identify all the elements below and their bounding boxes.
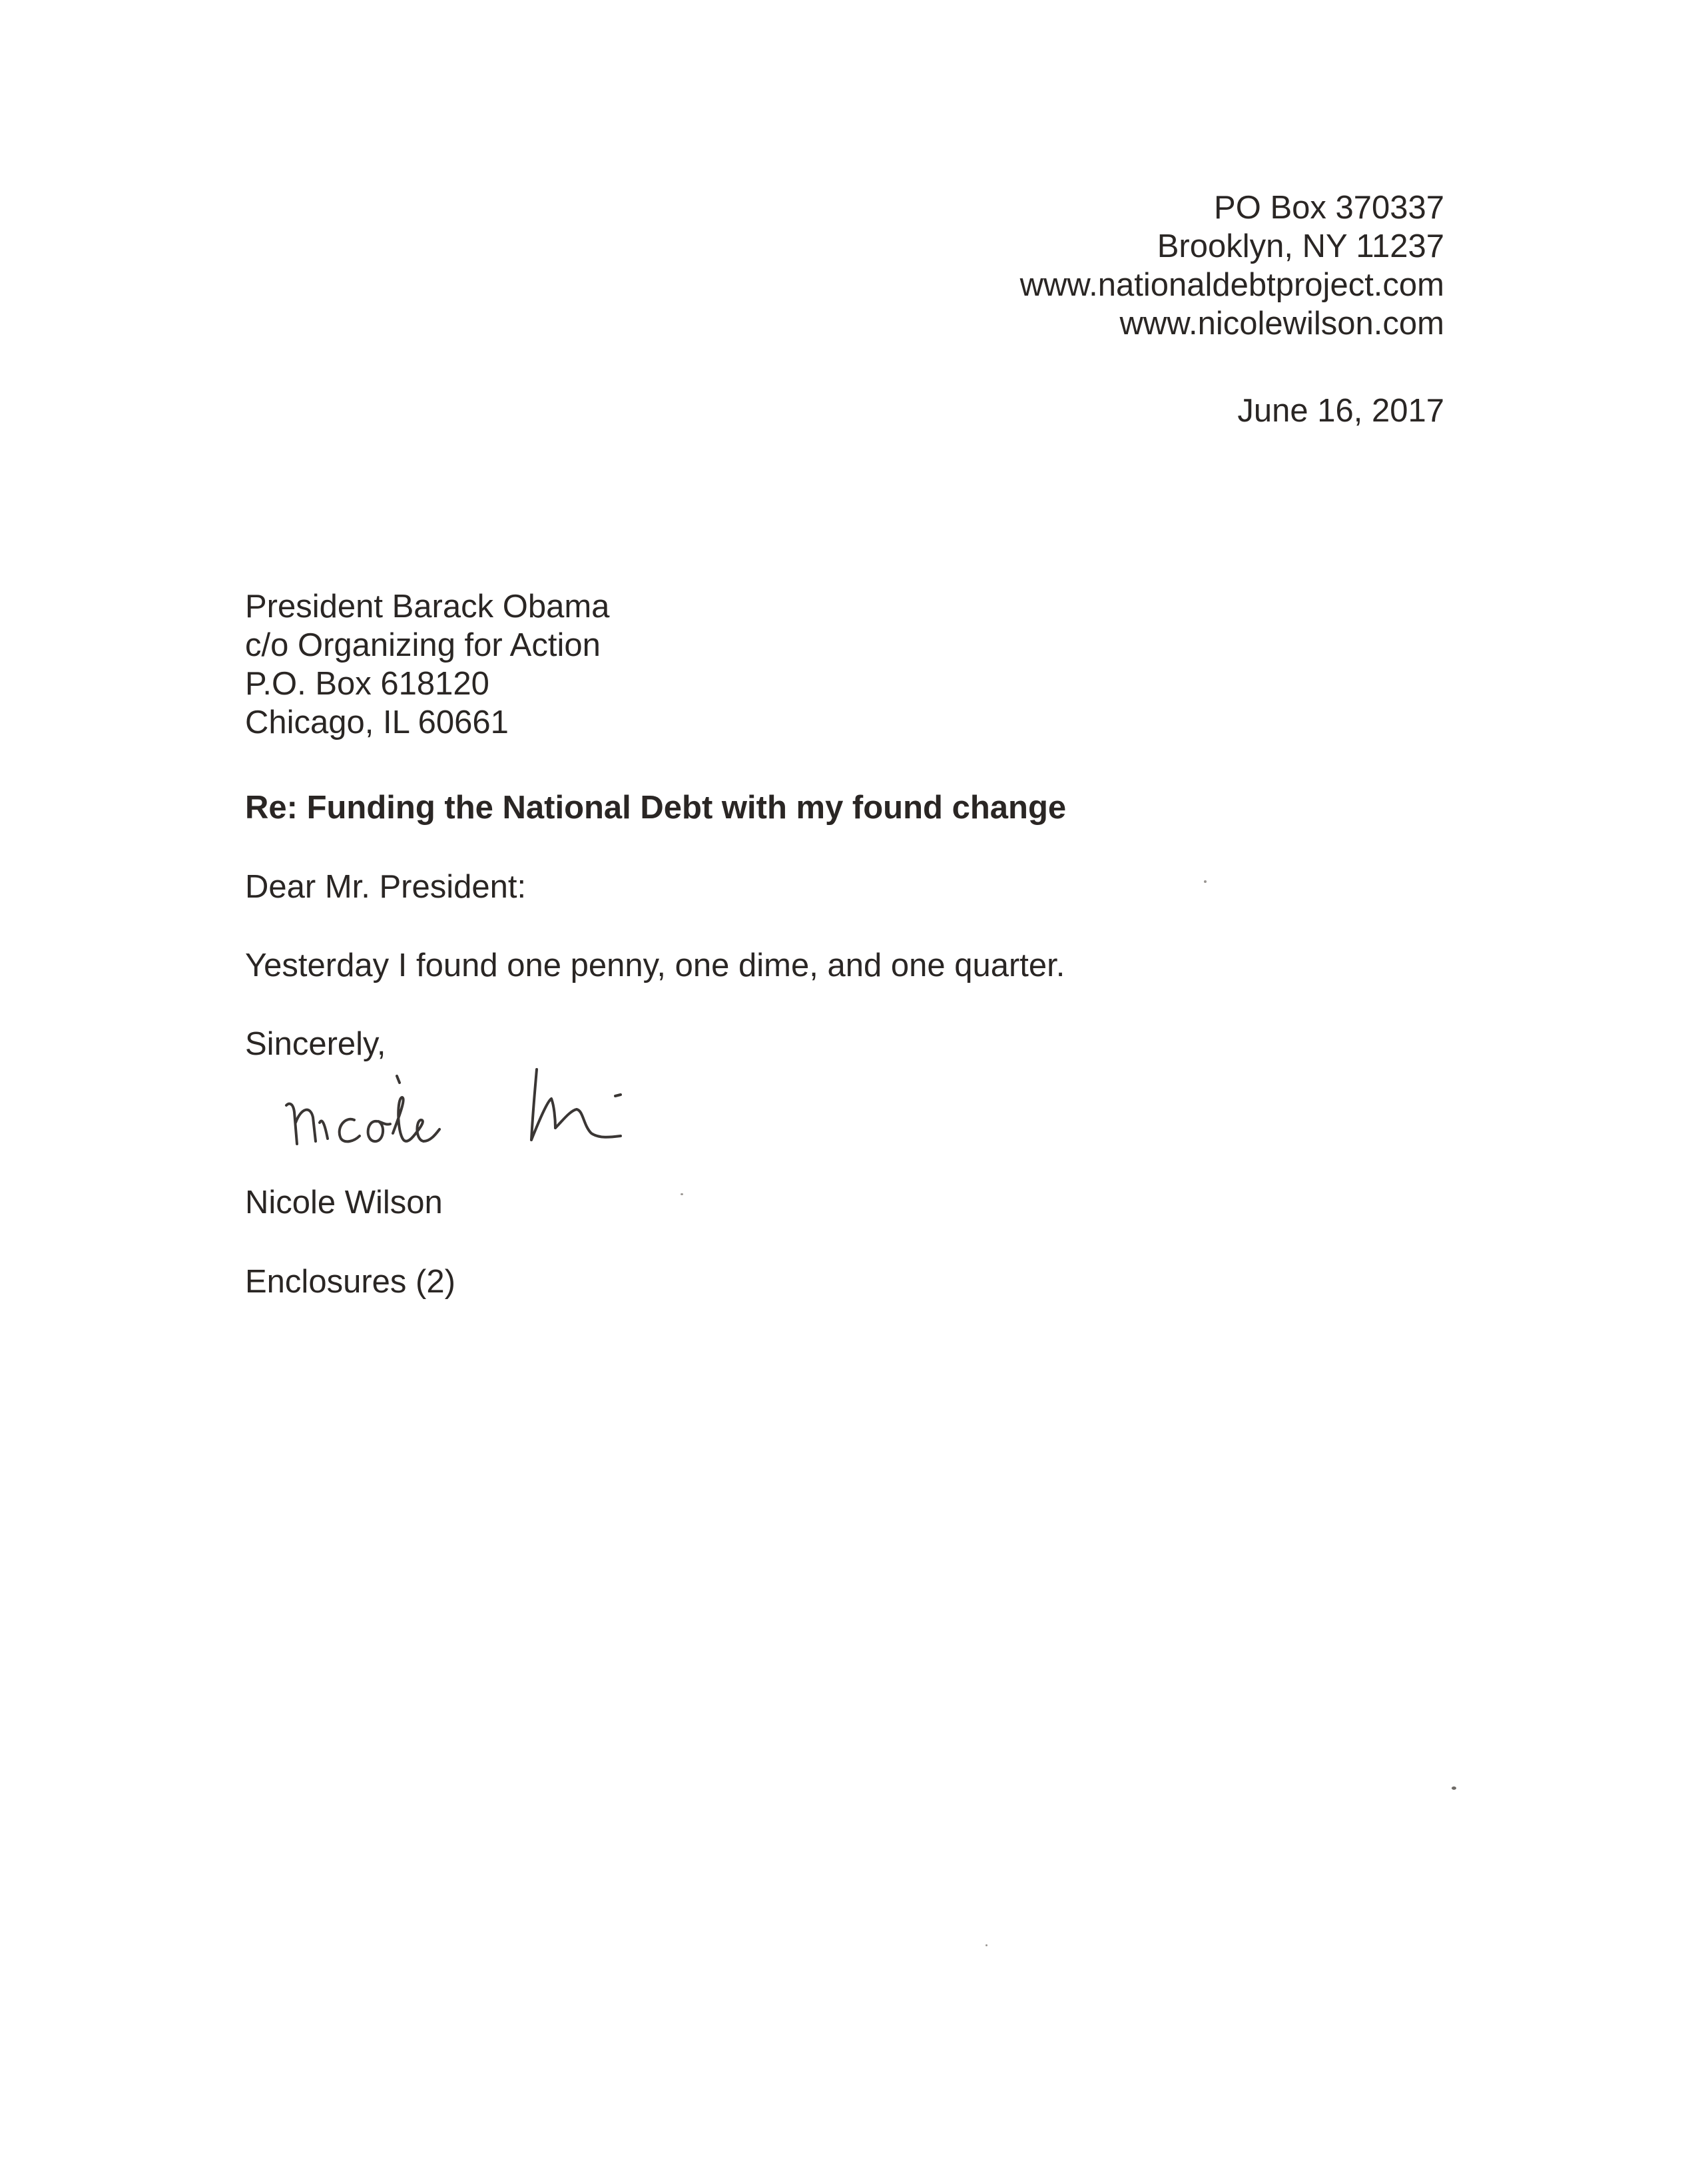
recipient-city-state-zip: Chicago, IL 60661 <box>245 704 509 740</box>
handwritten-signature <box>280 1059 706 1169</box>
salutation: Dear Mr. President: <box>245 869 527 905</box>
enclosures-note: Enclosures (2) <box>245 1264 455 1300</box>
paper-speck <box>681 1193 683 1195</box>
paper-speck <box>1452 1786 1456 1790</box>
sender-po-box: PO Box 370337 <box>1214 190 1444 226</box>
paper-speck <box>985 1944 987 1946</box>
recipient-po-box: P.O. Box 618120 <box>245 666 489 702</box>
closing: Sincerely, <box>245 1026 386 1062</box>
paper-speck <box>1204 880 1207 883</box>
subject-line: Re: Funding the National Debt with my found change <box>245 790 1067 826</box>
sender-website-national-debt-project: www.nationaldebtproject.com <box>1019 267 1444 303</box>
letter-body: Yesterday I found one penny, one dime, and one quarter. <box>245 948 1065 983</box>
letter-date: June 16, 2017 <box>1237 393 1444 429</box>
recipient-care-of: c/o Organizing for Action <box>245 627 601 663</box>
signer-name: Nicole Wilson <box>245 1185 443 1221</box>
sender-city-state-zip: Brooklyn, NY 11237 <box>1157 228 1444 264</box>
sender-website-nicole-wilson: www.nicolewilson.com <box>1119 306 1444 342</box>
recipient-name: President Barack Obama <box>245 589 610 625</box>
recipient-address-block <box>245 587 609 742</box>
sender-address-block <box>1020 188 1444 343</box>
